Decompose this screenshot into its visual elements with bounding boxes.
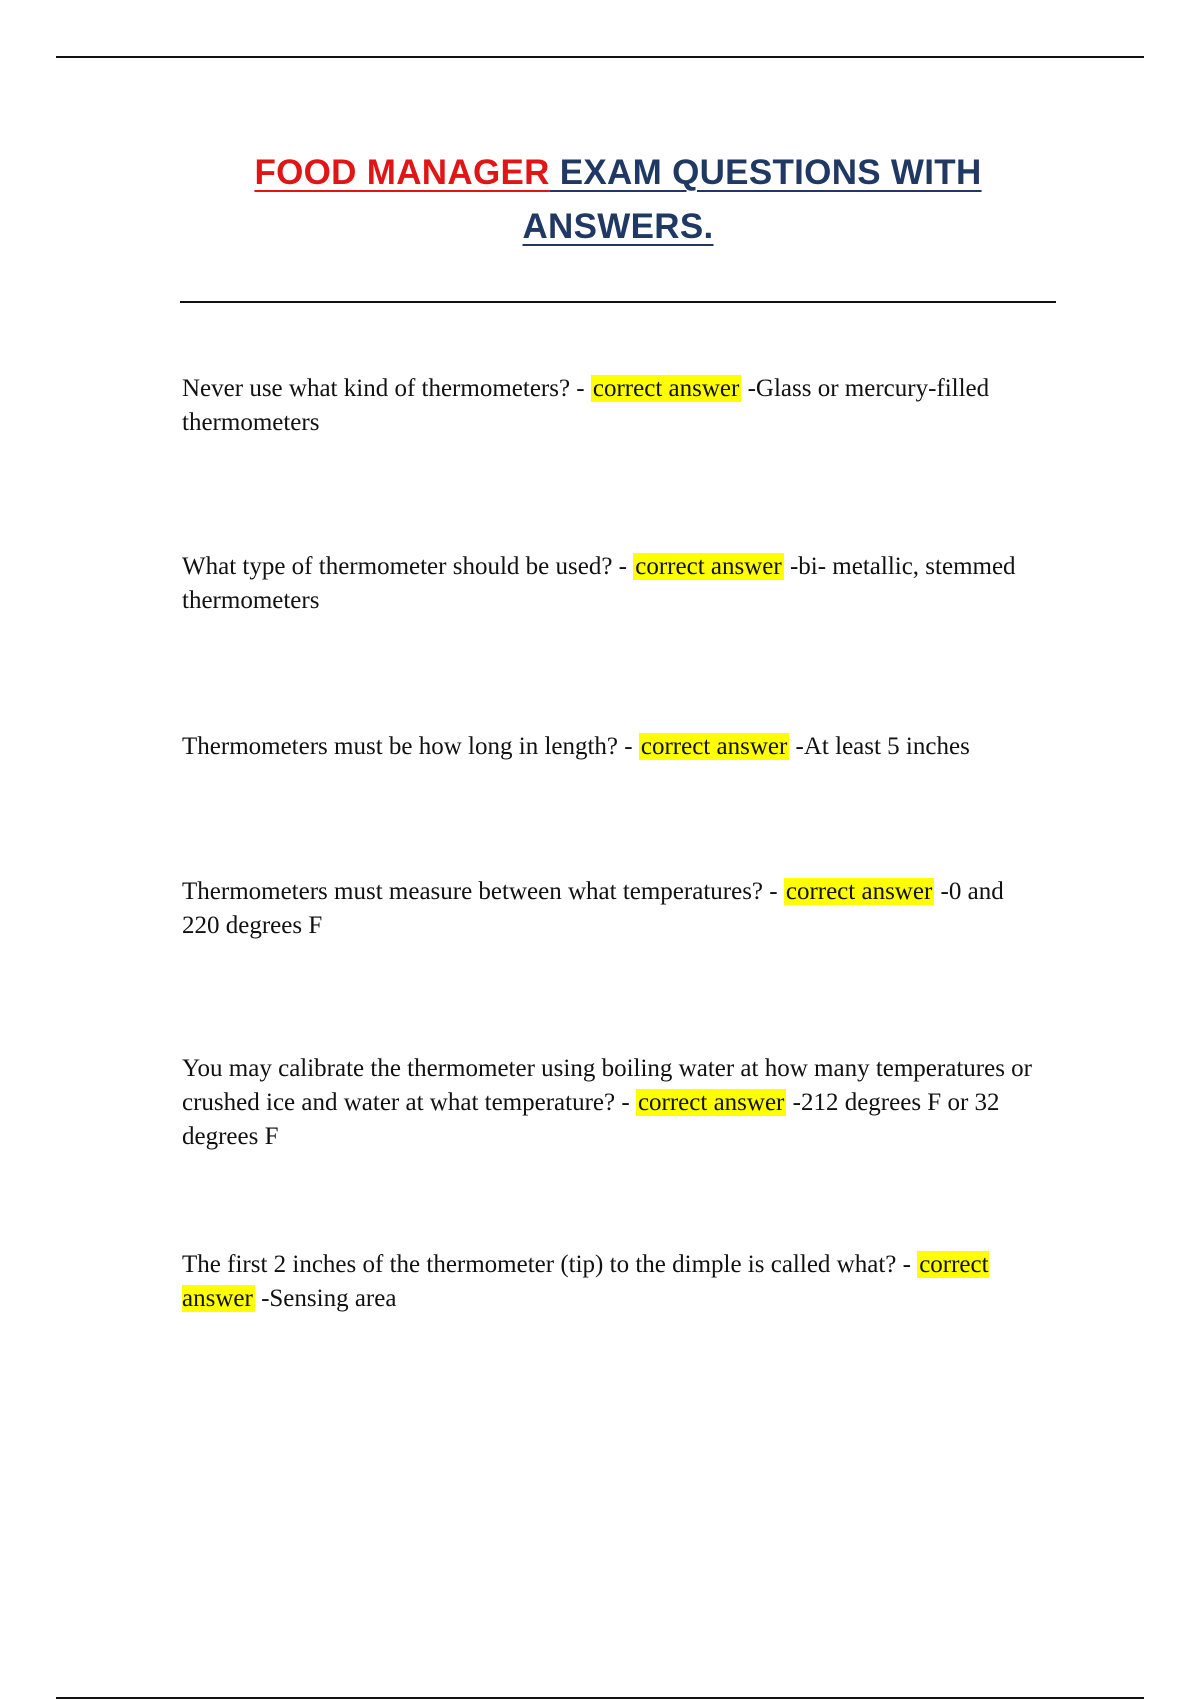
qa-item (182, 730, 1042, 764)
qa-item (182, 1248, 1042, 1316)
title-rest: EXAM QUESTIONS WITH ANSWERS. (522, 153, 982, 246)
question-text: The first 2 inches of the thermometer (tip) to the dimple is called what? - (182, 1251, 918, 1278)
correct-answer-marker: correct answer (592, 375, 740, 402)
answer-text: -Glass or mercury-filled thermometers (182, 375, 990, 436)
title-highlight: FOOD MANAGER (254, 153, 550, 192)
qa-item (182, 372, 1042, 440)
answer-text: -bi- metallic, stemmed thermometers (182, 553, 1016, 614)
correct-answer-marker: correct answer (635, 553, 782, 580)
answer-text: -Sensing area (254, 1285, 397, 1312)
question-text: Never use what kind of thermometers? - (182, 375, 591, 402)
answer-text: -0 and 220 degrees F (182, 878, 1004, 939)
question-text: Thermometers must measure between what temperatures? - (182, 878, 784, 905)
qa-item (182, 1052, 1042, 1154)
answer-text: -At least 5 inches (789, 733, 970, 760)
correct-answer-marker: correct answer (182, 1251, 989, 1312)
correct-answer-marker: correct answer (640, 733, 788, 760)
correct-answer-marker: correct answer (785, 878, 933, 905)
question-text: You may calibrate the thermometer using boiling water at how many temperatures or crushed ice and water at what temperature? - (182, 1055, 1032, 1116)
bottom-divider (56, 1697, 1144, 1699)
top-divider (56, 56, 1144, 58)
title-divider (180, 301, 1056, 303)
answer-text: -212 degrees F or 32 degrees F (182, 1089, 1000, 1150)
qa-item (182, 875, 1042, 943)
document-title (180, 146, 1056, 254)
question-text: What type of thermometer should be used? - (182, 553, 634, 580)
question-text: Thermometers must be how long in length? - (182, 733, 639, 760)
correct-answer-marker: correct answer (637, 1089, 785, 1116)
qa-item (182, 550, 1042, 618)
